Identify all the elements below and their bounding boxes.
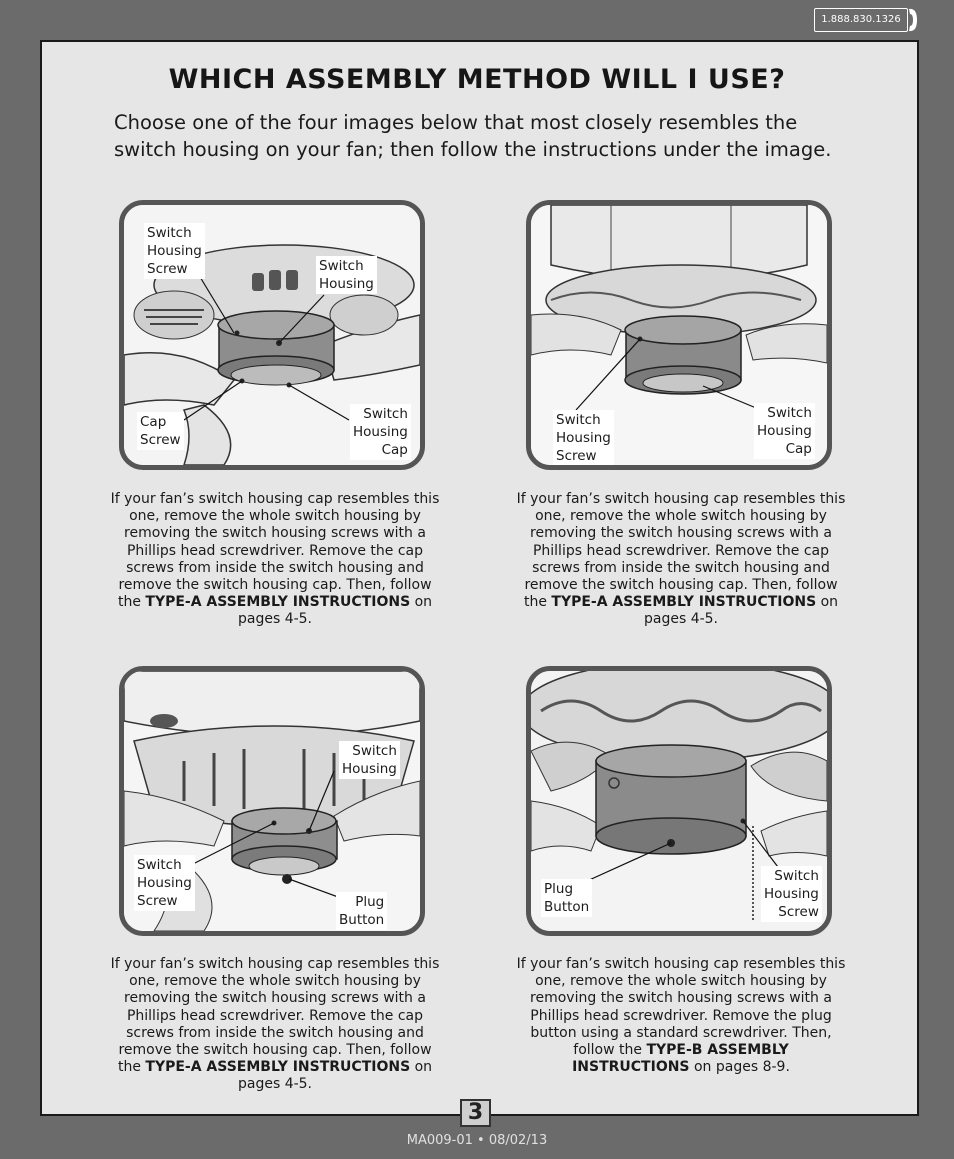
label-switch-housing-cap: Switch Housing Cap bbox=[350, 404, 411, 460]
caption-figure-3: If your fan’s switch housing cap resembles this one, remove the whole switch housing by removing the switch housing screws with a Phillips head screwdriver. Remove the cap screws from inside the switch housing and remove the switch housing cap. Then, follow the TYPE-A ASSEMBLY INSTRUCTIONS on pages 4-5. bbox=[110, 956, 440, 1093]
label-switch-housing: Switch Housing bbox=[339, 741, 400, 779]
figure-type-a-2 bbox=[526, 200, 832, 470]
document-code: MA009-01 • 08/02/13 bbox=[406, 1133, 548, 1148]
label-plug-button: Plug Button bbox=[541, 879, 592, 917]
phone-handset-icon bbox=[907, 7, 919, 33]
label-switch-housing-screw: Switch Housing Screw bbox=[134, 855, 195, 911]
label-cap-screw: Cap Screw bbox=[137, 412, 184, 450]
figure-type-b bbox=[526, 666, 832, 936]
page-title: WHICH ASSEMBLY METHOD WILL I USE? bbox=[168, 64, 786, 95]
page-number: 3 bbox=[460, 1099, 491, 1127]
label-switch-housing-screw: Switch Housing Screw bbox=[553, 410, 614, 466]
phone-number-badge: 1.888.830.1326 bbox=[814, 8, 908, 32]
caption-figure-1: If your fan’s switch housing cap resembles this one, remove the whole switch housing by removing the switch housing screws with a Phillips head screwdriver. Remove the cap screws from inside the switch housing and remove the switch housing cap. Then, follow the TYPE-A ASSEMBLY INSTRUCTIONS on pages 4-5. bbox=[110, 491, 440, 628]
figure-type-a-1 bbox=[119, 200, 425, 470]
label-switch-housing-screw: Switch Housing Screw bbox=[761, 866, 822, 922]
label-switch-housing-cap: Switch Housing Cap bbox=[754, 403, 815, 459]
intro-text: Choose one of the four images below that most closely resembles the switch housing on your fan; then follow the instructions under the image. bbox=[114, 111, 832, 161]
caption-figure-2: If your fan’s switch housing cap resembles this one, remove the whole switch housing by removing the switch housing screws with a Phillips head screwdriver. Remove the cap screws from inside the switch housing and remove the switch housing cap. Then, follow the TYPE-A ASSEMBLY INSTRUCTIONS on pages 4-5. bbox=[516, 491, 846, 628]
label-switch-housing-screw: Switch Housing Screw bbox=[144, 223, 205, 279]
label-switch-housing: Switch Housing bbox=[316, 256, 377, 294]
label-plug-button: Plug Button bbox=[336, 892, 387, 930]
caption-figure-4: If your fan’s switch housing cap resembles this one, remove the whole switch housing by removing the switch housing screws with a Phillips head screwdriver. Remove the plug button using a standard screwdriver. Then, follow the TYPE-B ASSEMBLY INSTRUCTIONS on pages 8-9. bbox=[516, 956, 846, 1076]
figure-type-a-3 bbox=[119, 666, 425, 936]
